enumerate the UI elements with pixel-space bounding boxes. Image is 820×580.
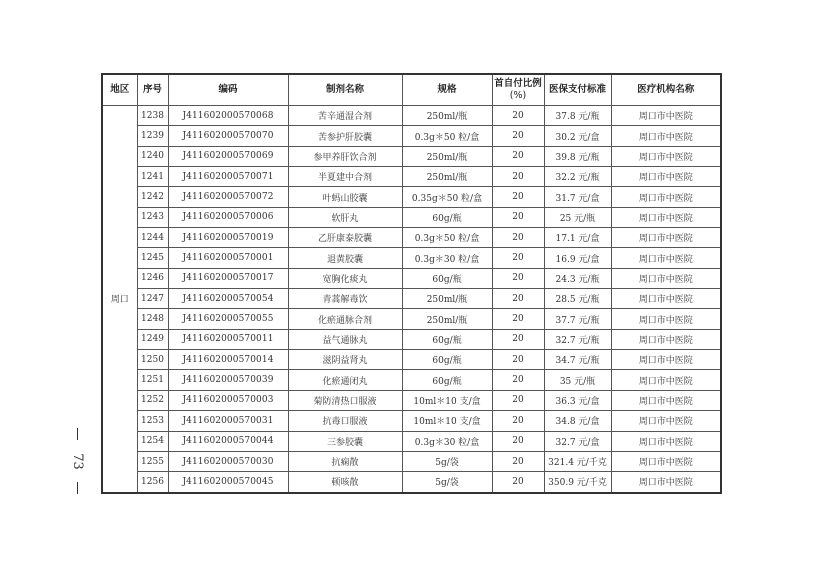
cell-org: 周口市中医院 bbox=[611, 248, 721, 268]
cell-code: J411602000570011 bbox=[168, 329, 288, 349]
cell-seq: 1247 bbox=[137, 289, 168, 309]
table-row bbox=[102, 207, 721, 227]
cell-org: 周口市中医院 bbox=[611, 411, 721, 431]
cell-spec: 5g/袋 bbox=[402, 472, 492, 493]
header-name: 制剂名称 bbox=[288, 74, 402, 106]
cell-code: J411602000570070 bbox=[168, 126, 288, 146]
cell-name: 抗痫散 bbox=[288, 451, 402, 471]
cell-region: 周口 bbox=[102, 106, 137, 493]
cell-code: J411602000570055 bbox=[168, 309, 288, 329]
cell-org: 周口市中医院 bbox=[611, 472, 721, 493]
cell-org: 周口市中医院 bbox=[611, 451, 721, 471]
table-row bbox=[102, 228, 721, 248]
header-spec: 规格 bbox=[402, 74, 492, 106]
cell-ratio: 20 bbox=[492, 146, 544, 166]
cell-price: 30.2 元/盒 bbox=[544, 126, 611, 146]
cell-seq: 1244 bbox=[137, 228, 168, 248]
cell-spec: 60g/瓶 bbox=[402, 329, 492, 349]
table-row bbox=[102, 167, 721, 187]
cell-org: 周口市中医院 bbox=[611, 329, 721, 349]
table-header-row bbox=[102, 74, 721, 106]
cell-code: J411602000570069 bbox=[168, 146, 288, 166]
cell-code: J411602000570003 bbox=[168, 390, 288, 410]
cell-code: J411602000570031 bbox=[168, 411, 288, 431]
cell-ratio: 20 bbox=[492, 411, 544, 431]
cell-name: 菊防清热口服液 bbox=[288, 390, 402, 410]
cell-code: J411602000570017 bbox=[168, 268, 288, 288]
cell-code: J411602000570054 bbox=[168, 289, 288, 309]
cell-spec: 250ml/瓶 bbox=[402, 167, 492, 187]
cell-code: J411602000570014 bbox=[168, 350, 288, 370]
cell-seq: 1251 bbox=[137, 370, 168, 390]
cell-ratio: 20 bbox=[492, 228, 544, 248]
cell-price: 16.9 元/盒 bbox=[544, 248, 611, 268]
cell-price: 37.8 元/瓶 bbox=[544, 106, 611, 126]
cell-spec: 60g/瓶 bbox=[402, 350, 492, 370]
table-row bbox=[102, 329, 721, 349]
cell-seq: 1242 bbox=[137, 187, 168, 207]
cell-name: 苦辛通湿合剂 bbox=[288, 106, 402, 126]
cell-spec: 10ml＊10 支/盒 bbox=[402, 411, 492, 431]
header-org: 医疗机构名称 bbox=[611, 74, 721, 106]
table-row bbox=[102, 472, 721, 493]
table-row bbox=[102, 126, 721, 146]
cell-ratio: 20 bbox=[492, 289, 544, 309]
table-row bbox=[102, 106, 721, 126]
cell-seq: 1248 bbox=[137, 309, 168, 329]
cell-name: 乙肝康泰胶囊 bbox=[288, 228, 402, 248]
header-region: 地区 bbox=[102, 74, 137, 106]
table-row bbox=[102, 268, 721, 288]
cell-seq: 1255 bbox=[137, 451, 168, 471]
cell-spec: 0.3g＊50 粒/盒 bbox=[402, 228, 492, 248]
cell-ratio: 20 bbox=[492, 370, 544, 390]
cell-ratio: 20 bbox=[492, 309, 544, 329]
cell-ratio: 20 bbox=[492, 187, 544, 207]
cell-name: 退黄胶囊 bbox=[288, 248, 402, 268]
cell-code: J411602000570001 bbox=[168, 248, 288, 268]
cell-ratio: 20 bbox=[492, 106, 544, 126]
cell-ratio: 20 bbox=[492, 126, 544, 146]
table-row bbox=[102, 350, 721, 370]
cell-code: J411602000570071 bbox=[168, 167, 288, 187]
header-seq: 序号 bbox=[137, 74, 168, 106]
cell-name: 化瘀通闭丸 bbox=[288, 370, 402, 390]
cell-org: 周口市中医院 bbox=[611, 228, 721, 248]
cell-ratio: 20 bbox=[492, 167, 544, 187]
table-row bbox=[102, 451, 721, 471]
table-body bbox=[102, 106, 721, 493]
cell-ratio: 20 bbox=[492, 472, 544, 493]
cell-org: 周口市中医院 bbox=[611, 370, 721, 390]
cell-code: J411602000570019 bbox=[168, 228, 288, 248]
cell-price: 321.4 元/千克 bbox=[544, 451, 611, 471]
cell-org: 周口市中医院 bbox=[611, 431, 721, 451]
cell-name: 青蒿解毒饮 bbox=[288, 289, 402, 309]
page-number-text: 73 bbox=[69, 452, 85, 470]
cell-code: J411602000570044 bbox=[168, 431, 288, 451]
cell-price: 32.7 元/瓶 bbox=[544, 329, 611, 349]
table-row bbox=[102, 431, 721, 451]
cell-name: 顿咳散 bbox=[288, 472, 402, 493]
header-ratio-line2: (%) bbox=[509, 90, 527, 101]
cell-name: 抗毒口服液 bbox=[288, 411, 402, 431]
cell-spec: 0.3g＊30 粒/盒 bbox=[402, 248, 492, 268]
cell-name: 软肝丸 bbox=[288, 207, 402, 227]
cell-name: 参甲养肝饮合剂 bbox=[288, 146, 402, 166]
cell-seq: 1253 bbox=[137, 411, 168, 431]
cell-seq: 1256 bbox=[137, 472, 168, 493]
cell-name: 半夏建中合剂 bbox=[288, 167, 402, 187]
cell-name: 益气通脉丸 bbox=[288, 329, 402, 349]
cell-org: 周口市中医院 bbox=[611, 126, 721, 146]
cell-price: 34.8 元/盒 bbox=[544, 411, 611, 431]
cell-price: 17.1 元/盒 bbox=[544, 228, 611, 248]
cell-spec: 5g/袋 bbox=[402, 451, 492, 471]
cell-ratio: 20 bbox=[492, 248, 544, 268]
cell-org: 周口市中医院 bbox=[611, 309, 721, 329]
cell-price: 32.7 元/盒 bbox=[544, 431, 611, 451]
cell-seq: 1240 bbox=[137, 146, 168, 166]
cell-spec: 0.3g＊30 粒/盒 bbox=[402, 431, 492, 451]
cell-price: 35 元/瓶 bbox=[544, 370, 611, 390]
page-number-dash-bottom bbox=[77, 482, 78, 494]
cell-ratio: 20 bbox=[492, 350, 544, 370]
cell-seq: 1243 bbox=[137, 207, 168, 227]
cell-spec: 0.3g＊50 粒/盒 bbox=[402, 126, 492, 146]
cell-price: 28.5 元/瓶 bbox=[544, 289, 611, 309]
cell-code: J411602000570030 bbox=[168, 451, 288, 471]
cell-org: 周口市中医院 bbox=[611, 207, 721, 227]
cell-spec: 60g/瓶 bbox=[402, 370, 492, 390]
table-row bbox=[102, 187, 721, 207]
table-row bbox=[102, 146, 721, 166]
cell-price: 25 元/瓶 bbox=[544, 207, 611, 227]
cell-seq: 1245 bbox=[137, 248, 168, 268]
header-code: 编码 bbox=[168, 74, 288, 106]
cell-spec: 250ml/瓶 bbox=[402, 146, 492, 166]
cell-seq: 1241 bbox=[137, 167, 168, 187]
cell-code: J411602000570068 bbox=[168, 106, 288, 126]
cell-price: 31.7 元/盒 bbox=[544, 187, 611, 207]
cell-ratio: 20 bbox=[492, 268, 544, 288]
cell-ratio: 20 bbox=[492, 451, 544, 471]
table-row bbox=[102, 390, 721, 410]
cell-seq: 1250 bbox=[137, 350, 168, 370]
cell-name: 三参胶囊 bbox=[288, 431, 402, 451]
cell-spec: 0.35g＊50 粒/盒 bbox=[402, 187, 492, 207]
drug-price-table bbox=[101, 73, 722, 494]
cell-spec: 250ml/瓶 bbox=[402, 106, 492, 126]
cell-seq: 1239 bbox=[137, 126, 168, 146]
cell-name: 叶蚂山胶囊 bbox=[288, 187, 402, 207]
cell-seq: 1238 bbox=[137, 106, 168, 126]
cell-seq: 1246 bbox=[137, 268, 168, 288]
cell-org: 周口市中医院 bbox=[611, 350, 721, 370]
cell-price: 350.9 元/千克 bbox=[544, 472, 611, 493]
page-number bbox=[60, 428, 94, 494]
cell-code: J411602000570072 bbox=[168, 187, 288, 207]
cell-spec: 60g/瓶 bbox=[402, 207, 492, 227]
cell-seq: 1249 bbox=[137, 329, 168, 349]
cell-price: 37.7 元/瓶 bbox=[544, 309, 611, 329]
page-number-dash-top bbox=[77, 428, 78, 440]
cell-price: 39.8 元/瓶 bbox=[544, 146, 611, 166]
cell-price: 36.3 元/盒 bbox=[544, 390, 611, 410]
cell-ratio: 20 bbox=[492, 431, 544, 451]
cell-code: J411602000570045 bbox=[168, 472, 288, 493]
cell-name: 滋阴益肾丸 bbox=[288, 350, 402, 370]
header-ratio-line1: 首自付比例 bbox=[494, 78, 542, 89]
cell-ratio: 20 bbox=[492, 329, 544, 349]
cell-code: J411602000570006 bbox=[168, 207, 288, 227]
cell-code: J411602000570039 bbox=[168, 370, 288, 390]
cell-spec: 250ml/瓶 bbox=[402, 309, 492, 329]
cell-ratio: 20 bbox=[492, 390, 544, 410]
cell-org: 周口市中医院 bbox=[611, 146, 721, 166]
cell-seq: 1254 bbox=[137, 431, 168, 451]
table-row bbox=[102, 248, 721, 268]
header-ratio bbox=[492, 74, 544, 106]
header-price: 医保支付标准 bbox=[544, 74, 611, 106]
cell-seq: 1252 bbox=[137, 390, 168, 410]
cell-spec: 10ml＊10 支/盒 bbox=[402, 390, 492, 410]
cell-price: 24.3 元/瓶 bbox=[544, 268, 611, 288]
cell-org: 周口市中医院 bbox=[611, 289, 721, 309]
cell-org: 周口市中医院 bbox=[611, 106, 721, 126]
table-row bbox=[102, 411, 721, 431]
cell-org: 周口市中医院 bbox=[611, 167, 721, 187]
table-row bbox=[102, 289, 721, 309]
cell-org: 周口市中医院 bbox=[611, 390, 721, 410]
cell-org: 周口市中医院 bbox=[611, 187, 721, 207]
cell-price: 32.2 元/瓶 bbox=[544, 167, 611, 187]
table-row bbox=[102, 370, 721, 390]
cell-price: 34.7 元/瓶 bbox=[544, 350, 611, 370]
cell-ratio: 20 bbox=[492, 207, 544, 227]
cell-spec: 250ml/瓶 bbox=[402, 289, 492, 309]
cell-org: 周口市中医院 bbox=[611, 268, 721, 288]
table-row bbox=[102, 309, 721, 329]
cell-name: 宽胸化痰丸 bbox=[288, 268, 402, 288]
cell-name: 苦参护肝胶囊 bbox=[288, 126, 402, 146]
cell-spec: 60g/瓶 bbox=[402, 268, 492, 288]
cell-name: 化瘀通脉合剂 bbox=[288, 309, 402, 329]
